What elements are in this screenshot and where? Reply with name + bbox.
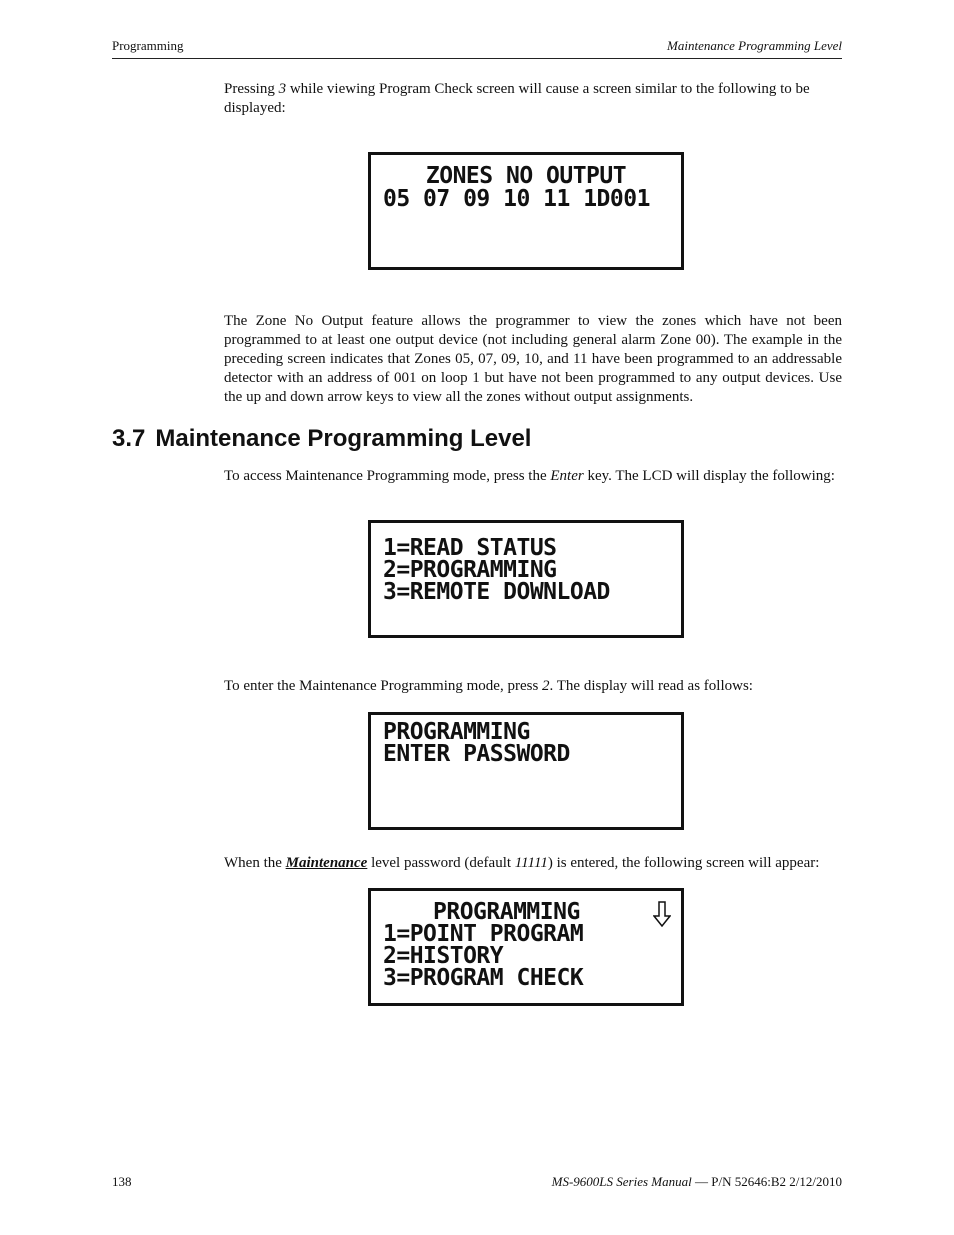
lcd-line: ZONES NO OUTPUT [425,163,627,189]
intro-key: 3 [278,81,287,97]
footer-manual-info [552,1174,842,1190]
page-number: 138 [112,1174,132,1189]
enter-mode-paragraph: To enter the Maintenance Programming mode, press 2. The display will read as follows: [224,678,753,694]
section-title: Maintenance Programming Level [155,425,532,452]
lcd-line: ENTER PASSWORD [383,741,570,767]
manual-name: MS-9600LS Series Manual [551,1174,692,1189]
header-divider [112,58,842,59]
part-number: — P/N 52646:B2 2/12/2010 [691,1174,842,1189]
enter-key: Enter [550,468,584,484]
lcd-line: 1=POINT PROGRAM [383,921,584,947]
lcd-title-line: PROGRAMMING [433,899,580,925]
lcd-enter-password [368,712,684,830]
intro-paragraph: Pressing 3 while viewing Program Check screen will cause a screen similar to the following to be displayed: [224,81,810,116]
access-paragraph: To access Maintenance Programming mode, press the Enter key. The LCD will display the following: [224,468,835,484]
section-heading [112,425,531,453]
lcd-line: 2=PROGRAMMING [383,557,557,583]
lcd-line: 1=READ STATUS [383,535,557,561]
maintenance-level-term: Maintenance [285,855,368,871]
header-chapter-title: Maintenance Programming Level [667,38,842,53]
lcd-line: PROGRAMMING [383,719,530,745]
lcd-line: 3=REMOTE DOWNLOAD [383,579,610,605]
default-password: 11111 [514,855,548,871]
lcd-line: 3=PROGRAM CHECK [383,965,584,991]
zone-no-output-paragraph: The Zone No Output feature allows the programmer to view the zones which have not been programmed to at least one output device (not including general alarm Zone 00). The example in the preceding screen indicates that Zones 05, 07, 09, 10, and 11 have been programmed to an addressable detector with an address of 001 on loop 1 but have not been programmed to any output devices. Use the up and down arrow keys to view all the zones without output assignments. [224,313,842,405]
lcd-line: 05 07 09 10 11 1D001 [383,186,650,212]
header-section-label: Programming [112,38,184,53]
lcd-main-menu [368,520,684,638]
lcd-zones-no-output [368,152,684,270]
password-paragraph: When the Maintenance level password (default 11111) is entered, the following screen will appear: [224,855,820,871]
mode-key: 2 [542,678,550,694]
lcd-programming-menu [368,888,684,1006]
down-arrow-icon [653,901,671,927]
lcd-line: 2=HISTORY [383,943,504,969]
section-number: 3.7 [112,425,146,452]
